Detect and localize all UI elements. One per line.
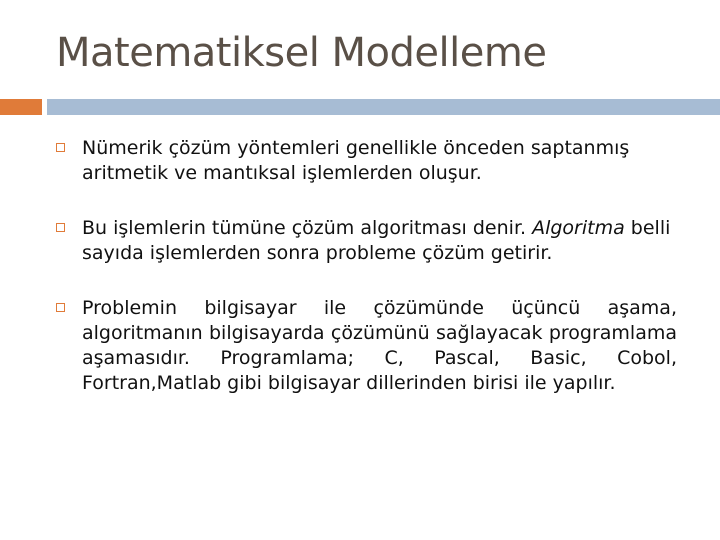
hollow-square-bullet-icon — [56, 223, 65, 232]
hollow-square-bullet-icon — [56, 303, 65, 312]
bullet-text-2-start: Bu işlemlerin tümüne çözüm algoritması denir. — [82, 217, 533, 239]
hollow-square-bullet-icon — [56, 143, 65, 152]
bullet-text-2-end: belli sayıda işlemlerden sonra probleme çözüm getirir. — [82, 217, 671, 264]
bullet-text-1: Nümerik çözüm yöntemleri genellikle önceden saptanmış aritmetik ve mantıksal işlemlerden oluşur. — [82, 137, 630, 184]
accent-bar-orange — [0, 99, 42, 115]
bullet-item-2 — [56, 216, 677, 266]
bullet-text-3: Problemin bilgisayar ile çözümünde üçüncü aşama, algoritmanın bilgisayarda çözümünü sağlayacak programlama aşamasıdır. Programlama; C, Pascal, Basic, Cobol, Fortran,Matlab gibi bilgisayar dillerinden birisi ile yapılır. — [82, 297, 677, 394]
bullet-item-1 — [56, 136, 677, 186]
bullet-list — [56, 136, 677, 426]
accent-bar-blue — [47, 99, 720, 115]
slide-title: Matematiksel Modelleme — [56, 30, 547, 76]
bullet-text-2-italic-term: Algoritma — [532, 217, 625, 239]
bullet-item-3 — [56, 296, 677, 396]
